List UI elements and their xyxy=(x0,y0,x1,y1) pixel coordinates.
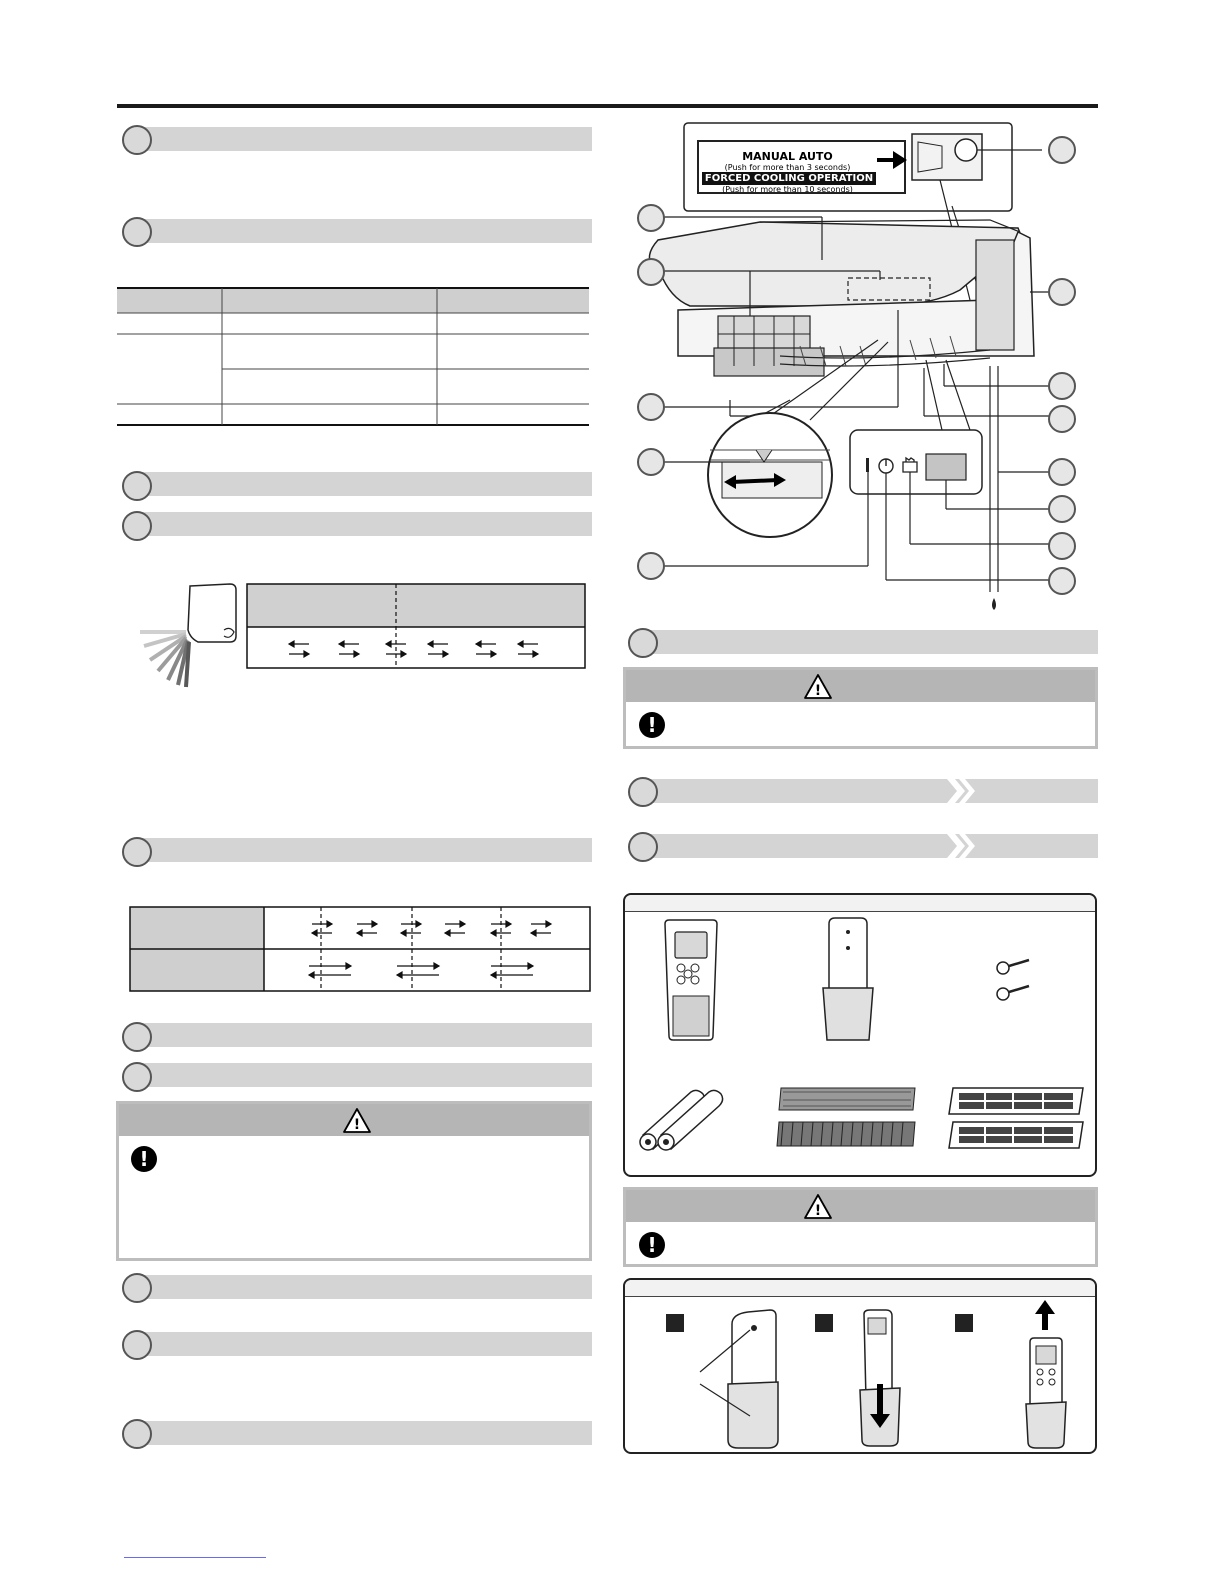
table-header-row xyxy=(117,288,589,313)
exclamation-triangle-icon xyxy=(803,1193,833,1220)
mandatory-action-icon: ! xyxy=(639,712,665,738)
mandatory-action-icon: ! xyxy=(639,1232,665,1258)
warning-box-right-bottom xyxy=(623,1187,1098,1267)
section-bar-9 xyxy=(137,1332,592,1356)
section-bar-8 xyxy=(137,1275,592,1299)
holder-installation-steps xyxy=(680,1300,1090,1450)
remote-control-icon xyxy=(665,920,717,1040)
diagram-marker-lever xyxy=(637,448,665,476)
section-bar-right-3 xyxy=(643,834,1098,858)
indoor-unit-diagram xyxy=(630,120,1100,620)
remote-control-icon xyxy=(860,1310,900,1446)
section-bar-5 xyxy=(137,838,592,862)
exclamation-triangle-icon xyxy=(803,673,833,700)
spec-table xyxy=(116,287,592,429)
diagram-marker-operation-lamp xyxy=(637,552,665,580)
double-chevron-icon xyxy=(947,834,977,858)
section-bar-10 xyxy=(137,1421,592,1445)
swing-arrow-pair xyxy=(518,641,538,657)
section-marker-2 xyxy=(122,217,152,247)
section-marker-9 xyxy=(122,1330,152,1360)
section-marker-7 xyxy=(122,1062,152,1092)
diagram-marker-panel xyxy=(1048,405,1076,433)
section-marker-right-1 xyxy=(628,628,658,658)
swing-range-table xyxy=(246,583,588,671)
section-bar-3 xyxy=(137,472,592,496)
exclamation-triangle-icon xyxy=(342,1107,372,1134)
section-bar-1 xyxy=(137,127,592,151)
section-bar-2 xyxy=(137,219,592,243)
section-marker-right-3 xyxy=(628,832,658,862)
filter-icon xyxy=(777,1088,915,1146)
manual-auto-note: (Push for more than 3 seconds) xyxy=(724,163,851,172)
airflow-direction-illustration xyxy=(138,580,248,690)
mandatory-action-icon: ! xyxy=(131,1146,157,1172)
section-bar-4 xyxy=(137,512,592,536)
section-marker-10 xyxy=(122,1419,152,1449)
section-bar-right-1 xyxy=(643,630,1098,654)
diagram-marker-air-filter xyxy=(637,258,665,286)
diagram-marker-louver xyxy=(1048,372,1076,400)
warning-header xyxy=(626,1190,1095,1222)
diagram-marker-drain-hose xyxy=(1048,458,1076,486)
swing-arrow-pair xyxy=(476,641,496,657)
diagram-marker-side xyxy=(1048,278,1076,306)
section-marker-3 xyxy=(122,471,152,501)
forced-cooling-title: FORCED COOLING OPERATION xyxy=(702,172,876,185)
forced-cooling-note: (Push for more than 10 seconds) xyxy=(722,185,853,194)
swing-arrow-pair xyxy=(339,641,359,657)
section-bar-7 xyxy=(137,1063,592,1087)
section-marker-8 xyxy=(122,1273,152,1303)
section-marker-6 xyxy=(122,1022,152,1052)
warning-box-right-top xyxy=(623,667,1098,749)
section-marker-5 xyxy=(122,837,152,867)
holder-installation-header xyxy=(625,1280,1095,1297)
diagram-marker-receiver xyxy=(1048,495,1076,523)
section-marker-1 xyxy=(122,125,152,155)
swing-arrow-pair xyxy=(428,641,448,657)
manual-auto-title: MANUAL AUTO xyxy=(742,150,833,163)
section-bar-6 xyxy=(137,1023,592,1047)
diagram-marker-manual-auto xyxy=(1048,136,1076,164)
warning-header xyxy=(626,670,1095,702)
warning-box-left xyxy=(116,1101,592,1261)
arrow-right-icon xyxy=(877,151,907,169)
section-bar-right-2 xyxy=(643,779,1098,803)
remote-control-icon xyxy=(1026,1300,1066,1448)
diagram-marker-power-lamp xyxy=(1048,567,1076,595)
footer-link-underline xyxy=(124,1557,266,1558)
battery-icon xyxy=(640,1090,723,1150)
svg-text:!: ! xyxy=(353,1117,361,1133)
holder-icon xyxy=(700,1310,778,1448)
section-marker-4 xyxy=(122,511,152,541)
manual-auto-label xyxy=(697,140,906,194)
diagram-marker-flap xyxy=(637,393,665,421)
swing-mode-table xyxy=(129,906,593,996)
top-rule xyxy=(117,104,1098,108)
accessories-illustrations xyxy=(623,910,1097,1175)
svg-text:!: ! xyxy=(814,1203,822,1219)
double-chevron-icon xyxy=(947,779,977,803)
svg-text:!: ! xyxy=(814,683,822,699)
swing-arrow-pair xyxy=(289,641,309,657)
diagram-marker-timer-lamp xyxy=(1048,532,1076,560)
section-marker-right-2 xyxy=(628,777,658,807)
holder-icon xyxy=(823,918,873,1040)
screw-icon xyxy=(997,960,1029,1000)
diagram-marker-front-panel xyxy=(637,204,665,232)
filter-icon xyxy=(949,1088,1083,1148)
